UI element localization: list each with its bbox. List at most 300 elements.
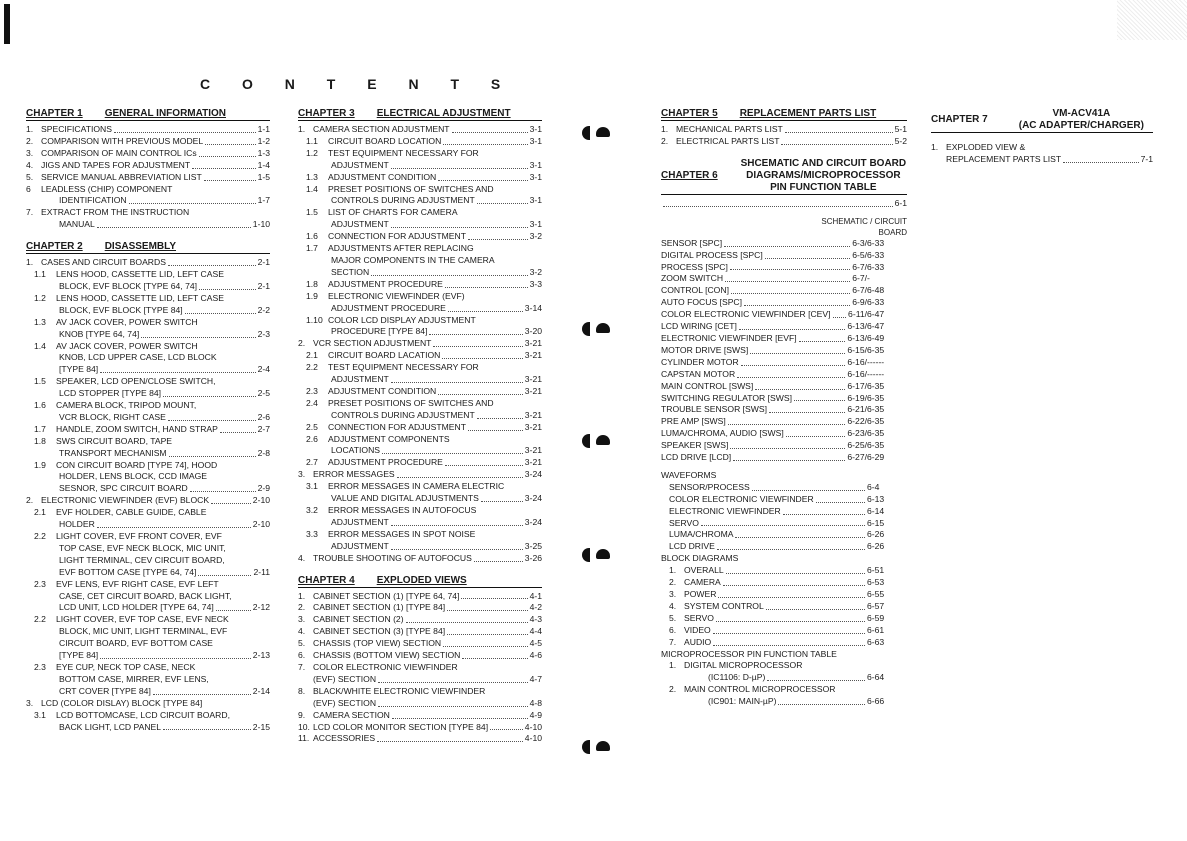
entry-title: PRESET POSITIONS OF SWITCHES AND <box>328 183 494 194</box>
toc-entry <box>661 601 907 613</box>
entry-title: OVERALL <box>684 565 724 576</box>
entry-title: COMPARISON WITH PREVIOUS MODEL <box>41 135 204 146</box>
leader-dots <box>713 645 865 646</box>
entry-page: 6-7 <box>852 273 865 284</box>
toc-entry <box>26 448 270 460</box>
entry-page-board: ------ <box>867 368 885 379</box>
leader-dots <box>724 246 850 247</box>
chapter-label: CHAPTER 2 <box>26 241 83 253</box>
entry-title: CABINET SECTION (3) [TYPE 84] <box>313 626 446 637</box>
leader-dots <box>447 634 527 635</box>
entry-page: 6-16 <box>847 356 865 367</box>
entry-number: 5. <box>669 612 677 623</box>
entry-title: VALUE AND DIGITAL ADJUSTMENTS <box>331 493 479 504</box>
chapter-name: ELECTRICAL ADJUSTMENT <box>376 108 511 119</box>
entry-page: 5-1 <box>894 124 907 134</box>
toc-entry <box>26 219 270 231</box>
entry-title: CONNECTION FOR ADJUSTMENT <box>328 231 466 242</box>
chapter-name-line: PIN FUNCTION TABLE <box>770 181 877 193</box>
toc-entry <box>661 482 907 494</box>
entry-title: EVF BOTTOM CASE [TYPE 64, 74] <box>59 566 197 577</box>
entry-title: SWS CIRCUIT BOARD, TAPE <box>56 435 173 446</box>
toc-entry <box>661 262 907 274</box>
entry-page: 6-55 <box>867 589 885 599</box>
toc-entry <box>298 279 542 291</box>
entry-title: MECHANICAL PARTS LIST <box>676 124 783 134</box>
toc-entry <box>26 207 270 219</box>
toc-entry <box>661 625 907 637</box>
entry-title: COLOR ELECTRONIC VIEWFINDER <box>313 661 458 672</box>
leader-dots <box>833 317 847 318</box>
binding-hole-mark <box>582 548 610 562</box>
page-separator: / <box>864 261 867 272</box>
entry-title: CRT COVER [TYPE 84] <box>59 685 151 696</box>
leader-dots <box>716 621 865 622</box>
toc-entry <box>298 291 542 303</box>
entry-title: CIRCUIT BOARD, EVF BOTTOM CASE <box>59 638 213 649</box>
entry-page: 2-15 <box>252 721 270 732</box>
entry-page-board: 6-48 <box>867 285 885 296</box>
entry-title: LCD WIRING [CET] <box>661 321 737 332</box>
entry-page: 3-21 <box>524 374 542 385</box>
leader-dots <box>141 337 255 338</box>
toc-entry <box>26 172 270 184</box>
entry-title: COLOR LCD DISPLAY ADJUSTMENT <box>328 314 476 325</box>
entry-number: 2.4 <box>306 397 318 408</box>
scan-noise <box>1117 0 1187 40</box>
entry-title: TEST EQUIPMENT NECESSARY FOR <box>328 362 479 373</box>
entry-page: 3-26 <box>524 552 542 563</box>
entry-title: LOCATIONS <box>331 445 381 456</box>
entry-page-board: 6-47 <box>867 309 885 320</box>
entry-number: 3.2 <box>306 505 318 515</box>
leader-dots <box>199 289 256 290</box>
entry-title: AUDIO <box>684 636 712 647</box>
leader-dots <box>717 549 865 550</box>
leader-dots <box>153 694 251 695</box>
column-1 <box>26 104 270 733</box>
toc-entry <box>298 124 542 136</box>
entry-number: 3. <box>298 614 306 625</box>
column-3 <box>661 104 907 708</box>
toc-entry <box>26 507 270 519</box>
entry-number: 10. <box>298 721 310 732</box>
entry-number: 2.2 <box>34 614 46 625</box>
entry-page: 3-25 <box>524 540 542 551</box>
entry-number: 1. <box>298 124 306 134</box>
toc-entry <box>298 445 542 457</box>
entry-number: 1. <box>931 142 939 152</box>
toc-entry <box>298 422 542 434</box>
column-4 <box>931 104 1153 166</box>
toc-entry <box>26 195 270 207</box>
leader-dots <box>443 646 527 647</box>
entry-page: 6-9 <box>852 297 865 308</box>
toc-entry <box>661 404 907 416</box>
toc-entry <box>26 269 270 281</box>
toc-entry <box>661 637 907 649</box>
toc-entry <box>661 333 907 345</box>
entry-page: 2-5 <box>257 388 270 399</box>
toc-entry <box>26 424 270 436</box>
leader-dots <box>447 610 527 611</box>
entry-number: 9. <box>298 709 306 720</box>
toc-entry <box>661 577 907 589</box>
entry-page: 3-21 <box>524 445 542 456</box>
entry-title: CABINET SECTION (1) [TYPE 64, 74] <box>313 590 460 601</box>
entry-title: LIGHT COVER, EVF FRONT COVER, EVF <box>56 531 222 541</box>
entry-title: MAIN CONTROL MICROPROCESSOR <box>684 684 836 695</box>
entry-number: 1.7 <box>306 243 318 254</box>
entry-title: LCD DRIVE <box>669 541 715 552</box>
entry-title: SPEAKER [SWS] <box>661 440 729 451</box>
entry-page: 3-1 <box>529 159 542 170</box>
leader-dots <box>100 658 251 659</box>
entry-title: ERROR MESSAGES IN SPOT NOISE <box>328 528 476 539</box>
entry-page: 4-2 <box>529 602 542 613</box>
entry-title: LCD (COLOR DISLAY) BLOCK [TYPE 84] <box>41 697 203 708</box>
entry-page: 3-21 <box>524 350 542 361</box>
entry-title: TROUBLE SHOOTING OF AUTOFOCUS <box>313 552 472 563</box>
entry-number: 6 <box>26 183 31 194</box>
entry-title: CASES AND CIRCUIT BOARDS <box>41 257 166 268</box>
chapter-name: DISASSEMBLY <box>104 241 177 253</box>
entry-title: TOP CASE, EVF NECK BLOCK, MIC UNIT, <box>59 542 226 553</box>
toc-entry <box>661 416 907 428</box>
entry-page: 6-25 <box>847 440 865 451</box>
entry-title: PROCESS [SPC] <box>661 261 728 272</box>
entry-title: CABINET SECTION (1) [TYPE 84] <box>313 602 446 613</box>
leader-dots <box>190 491 256 492</box>
page-separator: / <box>864 368 867 379</box>
page-separator: / <box>864 404 867 415</box>
leader-dots <box>216 610 251 611</box>
leader-dots <box>392 718 528 719</box>
leader-dots <box>490 729 523 730</box>
leader-dots <box>462 658 527 659</box>
entry-number: 2.2 <box>306 362 318 373</box>
scan-edge-mark <box>4 4 10 44</box>
entry-title: SERVO <box>669 517 699 528</box>
entry-page: 3-1 <box>529 219 542 230</box>
toc-entry <box>26 674 270 686</box>
entry-title: KNOB, LCD UPPER CASE, LCD BLOCK <box>59 352 217 363</box>
entry-title: DIGITAL PROCESS [SPC] <box>661 249 763 260</box>
entry-number: 3.1 <box>34 709 46 720</box>
chapter-name-line: SHCEMATIC AND CIRCUIT BOARD <box>740 157 907 169</box>
entry-number: 7. <box>26 207 34 218</box>
schematic-board-heading: BOARD <box>878 227 907 237</box>
leader-dots <box>728 424 846 425</box>
entry-number: 1. <box>298 590 306 601</box>
entry-page: 1-10 <box>252 219 270 230</box>
entry-page: 6-7 <box>852 285 865 296</box>
entry-title: JIGS AND TAPES FOR ADJUSTMENT <box>41 159 191 170</box>
entry-page-board: 6-47 <box>867 321 885 332</box>
entry-number: 3. <box>26 147 34 158</box>
entry-title: ERROR MESSAGES <box>313 469 395 480</box>
toc-entry <box>661 684 907 696</box>
entry-number: 2.5 <box>306 421 318 432</box>
toc-entry <box>26 460 270 472</box>
entry-number: 1.3 <box>306 171 318 182</box>
entry-page: 2-9 <box>257 483 270 494</box>
chapter-heading <box>26 108 270 121</box>
entry-number: 2.1 <box>34 507 46 518</box>
page-separator: / <box>864 285 867 296</box>
entry-page: 4-8 <box>529 697 542 708</box>
toc-entry <box>298 160 542 172</box>
toc-entry <box>26 160 270 172</box>
binding-hole-mark <box>582 126 610 140</box>
entry-page: 6-63 <box>867 636 885 647</box>
entry-page-board: 6-35 <box>867 416 885 427</box>
toc-entry <box>661 696 907 708</box>
entry-title: [TYPE 84] <box>59 650 99 661</box>
entry-page: 6-16 <box>847 368 865 379</box>
entry-page: 3-14 <box>524 302 542 313</box>
toc-entry <box>298 195 542 207</box>
toc-entry <box>661 529 907 541</box>
toc-entry <box>298 591 542 603</box>
entry-title: TEST EQUIPMENT NECESSARY FOR <box>328 147 479 158</box>
toc-entry <box>298 638 542 650</box>
chapter-heading <box>298 108 542 121</box>
toc-entry <box>661 506 907 518</box>
entry-title: ADJUSTMENT <box>331 516 389 527</box>
toc-entry <box>26 579 270 591</box>
entry-page: 6-3 <box>852 237 865 248</box>
entry-page: 6-53 <box>867 577 885 588</box>
page-separator: / <box>864 428 867 439</box>
entry-number: 3. <box>669 589 677 599</box>
page-separator: / <box>864 416 867 427</box>
entry-page: 3-20 <box>524 326 542 337</box>
toc-entry <box>661 238 907 250</box>
entry-title: BLACK/WHITE ELECTRONIC VIEWFINDER <box>313 685 486 696</box>
entry-number: 1.4 <box>306 183 318 194</box>
entry-page: 6-26 <box>867 529 885 540</box>
page-separator: / <box>864 309 867 320</box>
entry-title: ADJUSTMENT COMPONENTS <box>328 433 450 444</box>
entry-page: 4-10 <box>524 721 542 732</box>
entry-title: COLOR ELECTRONIC VIEWFINDER <box>669 493 814 504</box>
toc-entry <box>298 493 542 505</box>
entry-number: 1.8 <box>306 278 318 289</box>
toc-entry <box>298 207 542 219</box>
entry-page: 2-2 <box>257 304 270 315</box>
entry-page: 3-2 <box>529 231 542 242</box>
entry-page: 2-14 <box>252 685 270 696</box>
entry-number: 3.3 <box>306 528 318 539</box>
toc-entry <box>298 626 542 638</box>
section-label: MICROPROCESSOR PIN FUNCTION TABLE <box>661 648 837 659</box>
entry-number: 1. <box>661 124 669 134</box>
entry-page: 4-5 <box>529 638 542 649</box>
entry-page-board: 6-49 <box>867 332 885 343</box>
entry-number: 2.3 <box>306 385 318 396</box>
chapter-name: REPLACEMENT PARTS LIST <box>739 108 877 119</box>
spacer <box>26 231 270 237</box>
entry-page: 3-1 <box>529 135 542 146</box>
entry-title: EVF LENS, EVF RIGHT CASE, EVF LEFT <box>56 578 219 589</box>
leader-dots <box>755 389 845 390</box>
entry-number: 2. <box>26 135 34 146</box>
toc-entry <box>26 531 270 543</box>
toc-entry <box>26 364 270 376</box>
entry-title: SWITCHING REGULATOR [SWS] <box>661 392 792 403</box>
entry-title: MOTOR DRIVE [SWS] <box>661 344 749 355</box>
entry-page: 4-9 <box>529 709 542 720</box>
page-separator: / <box>864 392 867 403</box>
entry-page: 6-61 <box>867 624 885 635</box>
toc-entry <box>298 650 542 662</box>
entry-page: 1-3 <box>257 147 270 158</box>
entry-page: 6-15 <box>867 517 885 528</box>
chapter-label: CHAPTER 6 <box>661 169 718 181</box>
leader-dots <box>429 334 522 335</box>
entry-number: 4. <box>669 600 677 611</box>
toc-entry <box>26 293 270 305</box>
entry-title: SERVO <box>684 612 714 623</box>
entry-number: 1.5 <box>306 207 318 218</box>
entry-page: 1-4 <box>257 159 270 170</box>
entry-page: 6-27 <box>847 452 865 463</box>
binding-hole-mark <box>582 434 610 448</box>
entry-number: 8. <box>298 685 306 696</box>
chapter-label: CHAPTER 5 <box>661 108 718 119</box>
page-separator: / <box>864 321 867 332</box>
leader-dots <box>397 477 523 478</box>
entry-title: SYSTEM CONTROL <box>684 600 764 611</box>
entry-title: LENS HOOD, CASSETTE LID, LEFT CASE <box>56 292 224 303</box>
toc-entry <box>26 281 270 293</box>
toc-entry <box>661 613 907 625</box>
entry-title: PROCEDURE [TYPE 84] <box>331 326 428 337</box>
entry-title: CHASSIS (TOP VIEW) SECTION <box>313 638 442 649</box>
entry-page: 6-23 <box>847 428 865 439</box>
leader-dots <box>391 549 523 550</box>
toc-entry <box>26 555 270 567</box>
leader-dots <box>713 633 865 634</box>
toc-entry <box>26 341 270 353</box>
entry-page-board: 6-35 <box>867 344 885 355</box>
leader-dots <box>783 514 865 515</box>
toc-entry <box>298 553 542 565</box>
entry-number: 5. <box>298 638 306 649</box>
entry-title: SPEAKER, LCD OPEN/CLOSE SWITCH, <box>56 376 216 387</box>
toc-entry <box>298 457 542 469</box>
leader-dots <box>163 729 251 730</box>
entry-title: ADJUSTMENT PROCEDURE <box>328 457 443 468</box>
entry-page: 1-7 <box>257 195 270 206</box>
toc-entry <box>26 626 270 638</box>
leader-dots <box>723 585 865 586</box>
entry-title: LIST OF CHARTS FOR CAMERA <box>328 207 458 218</box>
leader-dots <box>733 460 845 461</box>
leader-dots <box>481 501 523 502</box>
entry-title: ZOOM SWITCH <box>661 273 724 284</box>
entry-title: BLOCK, EVF BLOCK [TYPE 84] <box>59 304 183 315</box>
entry-number: 2.1 <box>306 350 318 361</box>
entry-number: 1.2 <box>306 147 318 158</box>
entry-title: SENSOR/PROCESS <box>669 481 750 492</box>
entry-title: LENS HOOD, CASSETTE LID, LEFT CASE <box>56 269 224 280</box>
toc-entry <box>931 154 1153 166</box>
leader-dots <box>169 456 256 457</box>
entry-page: 6-13 <box>847 321 865 332</box>
entry-title: EXPLODED VIEW & <box>946 142 1026 152</box>
toc-entry <box>26 483 270 495</box>
entry-page: 7-1 <box>1140 153 1153 164</box>
leader-dots <box>739 329 845 330</box>
toc-entry <box>661 198 907 210</box>
leader-dots <box>406 622 528 623</box>
entry-title: TROUBLE SENSOR [SWS] <box>661 404 768 415</box>
chapter-label: CHAPTER 4 <box>298 574 355 586</box>
leader-dots <box>744 305 850 306</box>
entry-number: 1.7 <box>34 423 46 434</box>
entry-title: CONTROLS DURING ADJUSTMENT <box>331 195 475 206</box>
spacer <box>661 148 907 154</box>
entry-title: CONNECTION FOR ADJUSTMENT <box>328 421 466 432</box>
leader-dots <box>129 203 256 204</box>
toc-entry <box>661 250 907 262</box>
toc-entry <box>26 722 270 734</box>
leader-dots <box>752 490 865 491</box>
entry-page: 3-21 <box>524 457 542 468</box>
entry-number: 1.2 <box>34 292 46 303</box>
entry-title: POWER <box>684 589 717 599</box>
leader-dots <box>718 597 865 598</box>
entry-title: KNOB [TYPE 64, 74] <box>59 328 140 339</box>
chapter-name-line: VM-ACV41A <box>1052 108 1111 119</box>
toc-entry <box>661 273 907 285</box>
toc-entry <box>661 565 907 577</box>
entry-number: 1.4 <box>34 340 46 351</box>
toc-entry <box>661 381 907 393</box>
leader-dots <box>741 365 846 366</box>
leader-dots <box>799 341 846 342</box>
toc-entry <box>661 124 907 136</box>
entry-number: 1.1 <box>306 135 318 146</box>
leader-dots <box>211 503 251 504</box>
entry-page-board: ------ <box>867 356 885 367</box>
entry-number: 2.3 <box>34 661 46 672</box>
section-label: WAVEFORMS <box>661 469 717 480</box>
entry-number: 1.9 <box>34 459 46 470</box>
leader-dots <box>474 561 523 562</box>
entry-number: 1.6 <box>34 400 46 411</box>
chapter-heading <box>298 575 542 588</box>
leader-dots <box>378 706 528 707</box>
toc-entry <box>26 638 270 650</box>
leader-dots <box>468 239 528 240</box>
toc-entry <box>298 614 542 626</box>
chapter-heading <box>661 158 907 195</box>
entry-title: CONTROL [CON] <box>661 285 729 296</box>
entry-number: 2. <box>26 495 34 506</box>
page-separator: / <box>864 297 867 308</box>
toc-entry <box>298 505 542 517</box>
entry-title: LCD UNIT, LCD HOLDER [TYPE 64, 74] <box>59 602 214 613</box>
leader-dots <box>778 704 865 705</box>
entry-title: AV JACK COVER, POWER SWITCH <box>56 316 198 327</box>
leader-dots <box>391 525 523 526</box>
leader-dots <box>391 382 523 383</box>
leader-dots <box>382 453 523 454</box>
leader-dots <box>445 465 523 466</box>
